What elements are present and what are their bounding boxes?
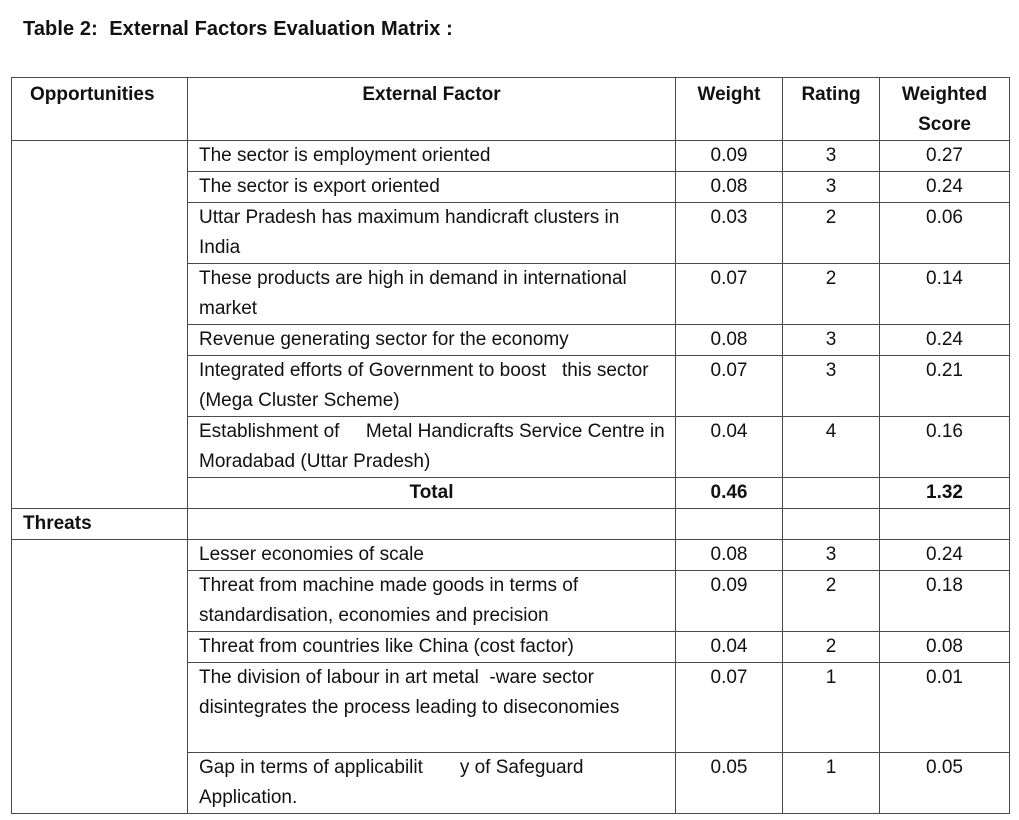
threats-label-cell: [12, 540, 188, 814]
score-cell: 0.06: [880, 203, 1010, 264]
score-cell: 0.16: [880, 417, 1010, 478]
efe-matrix-table: [11, 77, 1010, 814]
factor-cell: The sector is export oriented: [188, 172, 676, 203]
score-cell: 0.24: [880, 172, 1010, 203]
opportunities-label-cell: [12, 141, 188, 509]
score-cell: 0.14: [880, 264, 1010, 325]
rating-cell: 3: [783, 141, 880, 172]
score-cell: 0.24: [880, 540, 1010, 571]
header-weight: Weight: [676, 78, 783, 141]
total-score: 1.32: [880, 478, 1010, 509]
empty-cell: [188, 509, 676, 540]
factor-cell: Uttar Pradesh has maximum handicraft clusters in India: [188, 203, 676, 264]
empty-cell: [783, 509, 880, 540]
rating-cell: 2: [783, 571, 880, 632]
table-row: [12, 141, 1010, 172]
threats-label: Threats: [12, 509, 188, 540]
empty-cell: [880, 509, 1010, 540]
total-rating-empty: [783, 478, 880, 509]
score-cell: 0.24: [880, 325, 1010, 356]
rating-cell: 2: [783, 632, 880, 663]
factor-cell: The sector is employment oriented: [188, 141, 676, 172]
factor-cell: Establishment of Metal Handicrafts Service Centre in Moradabad (Uttar Pradesh): [188, 417, 676, 478]
rating-cell: 3: [783, 172, 880, 203]
rating-cell: 4: [783, 417, 880, 478]
score-cell: 0.18: [880, 571, 1010, 632]
score-cell: 0.21: [880, 356, 1010, 417]
factor-cell: Integrated efforts of Government to boost this sector (Mega Cluster Scheme): [188, 356, 676, 417]
factor-cell: The division of labour in art metal -ware sector disintegrates the process leading to diseconomies: [188, 663, 676, 753]
table-row: [12, 540, 1010, 571]
rating-cell: 2: [783, 203, 880, 264]
header-weighted-score: Weighted Score: [880, 78, 1010, 141]
weight-cell: 0.07: [676, 663, 783, 753]
header-row: [12, 78, 1010, 141]
header-external-factor: External Factor: [188, 78, 676, 141]
score-cell: 0.08: [880, 632, 1010, 663]
weight-cell: 0.04: [676, 632, 783, 663]
weight-cell: 0.05: [676, 753, 783, 814]
weight-cell: 0.09: [676, 571, 783, 632]
weight-cell: 0.04: [676, 417, 783, 478]
score-cell: 0.27: [880, 141, 1010, 172]
weight-cell: 0.08: [676, 325, 783, 356]
factor-cell: Revenue generating sector for the economy: [188, 325, 676, 356]
rating-cell: 1: [783, 753, 880, 814]
threats-header-row: [12, 509, 1010, 540]
weight-cell: 0.07: [676, 264, 783, 325]
empty-cell: [676, 509, 783, 540]
header-rating: Rating: [783, 78, 880, 141]
weight-cell: 0.07: [676, 356, 783, 417]
rating-cell: 1: [783, 663, 880, 753]
rating-cell: 3: [783, 356, 880, 417]
weight-cell: 0.08: [676, 172, 783, 203]
factor-cell: Threat from machine made goods in terms of standardisation, economies and precision: [188, 571, 676, 632]
rating-cell: 3: [783, 540, 880, 571]
rating-cell: 3: [783, 325, 880, 356]
total-weight: 0.46: [676, 478, 783, 509]
header-opportunities: Opportunities: [12, 78, 188, 141]
total-label: Total: [188, 478, 676, 509]
rating-cell: 2: [783, 264, 880, 325]
factor-cell: Gap in terms of applicabilit y of Safeguard Application.: [188, 753, 676, 814]
table-title: Table 2: External Factors Evaluation Matrix :: [23, 18, 453, 40]
score-cell: 0.01: [880, 663, 1010, 753]
weight-cell: 0.03: [676, 203, 783, 264]
weight-cell: 0.08: [676, 540, 783, 571]
score-cell: 0.05: [880, 753, 1010, 814]
factor-cell: Lesser economies of scale: [188, 540, 676, 571]
weight-cell: 0.09: [676, 141, 783, 172]
factor-cell: Threat from countries like China (cost factor): [188, 632, 676, 663]
factor-cell: These products are high in demand in international market: [188, 264, 676, 325]
